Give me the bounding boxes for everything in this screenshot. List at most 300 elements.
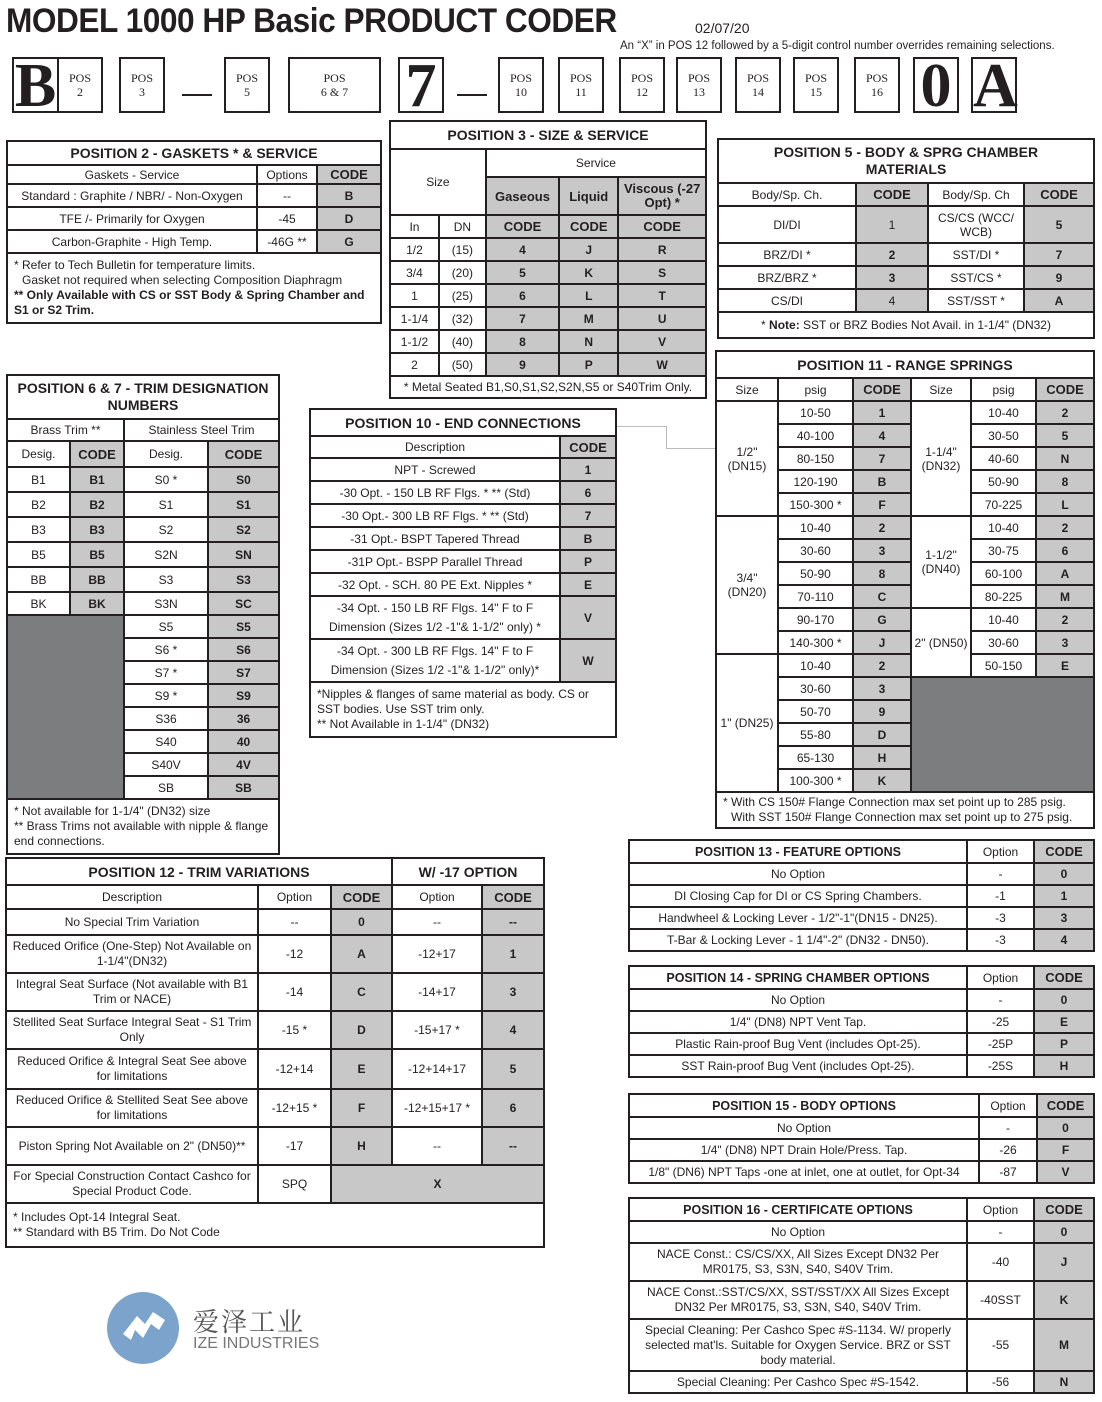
- code: 6: [560, 481, 616, 504]
- size-dn: (40): [439, 330, 486, 353]
- size-group: 3/4" (DN20): [716, 516, 778, 654]
- pos2-table: [6, 140, 382, 324]
- table-row[interactable]: [390, 238, 706, 261]
- pos3-col-liquid: Liquid: [559, 177, 618, 215]
- pos-number: 6 & 7: [320, 85, 349, 99]
- pos15-header-option: Option: [979, 1094, 1037, 1117]
- size-dn: (15): [439, 238, 486, 261]
- code: 6: [486, 284, 559, 307]
- code: 3: [853, 677, 911, 700]
- description: Handwheel & Locking Lever - 1/2"-1"(DN15 - DN25).: [629, 907, 967, 929]
- code: S5: [208, 615, 279, 638]
- pos11-header-size: Size: [716, 378, 778, 401]
- code: C: [853, 585, 911, 608]
- description: TFE /- Primarily for Oxygen: [7, 207, 257, 230]
- code: C: [331, 973, 392, 1011]
- table-row[interactable]: [718, 266, 1094, 289]
- pos3-sub-code: CODE: [618, 215, 706, 238]
- table-row[interactable]: [390, 307, 706, 330]
- table-row[interactable]: [6, 1089, 544, 1127]
- table-row[interactable]: [6, 1165, 544, 1203]
- brass-desig: BB: [7, 567, 70, 592]
- table-row[interactable]: [629, 1243, 1094, 1281]
- table-row[interactable]: [629, 1011, 1094, 1033]
- table-row[interactable]: [310, 639, 616, 682]
- table-row[interactable]: [718, 206, 1094, 243]
- description: NPT - Screwed: [310, 458, 560, 481]
- code: F: [1037, 1139, 1094, 1161]
- code-box-pos15[interactable]: [793, 57, 839, 113]
- unavailable-block: [7, 615, 124, 799]
- description: 1/4" (DN8) NPT Drain Hole/Press. Tap.: [629, 1139, 979, 1161]
- size-group: 1-1/2" (DN40): [911, 516, 971, 608]
- table-row[interactable]: [390, 261, 706, 284]
- table-row[interactable]: [6, 1049, 544, 1089]
- sst-desig: SB: [124, 776, 208, 799]
- description: -30 Opt.- 300 LB RF Flgs. * ** (Std): [310, 504, 560, 527]
- table-row[interactable]: [629, 1281, 1094, 1319]
- sst-desig: S40V: [124, 753, 208, 776]
- table-row[interactable]: [390, 330, 706, 353]
- option: -56: [967, 1371, 1034, 1393]
- pos11-title: POSITION 11 - RANGE SPRINGS: [716, 351, 1094, 378]
- separator-dash: [457, 94, 487, 96]
- option: -1: [967, 885, 1034, 907]
- code: M: [1034, 1319, 1094, 1371]
- table-row[interactable]: [629, 1117, 1094, 1139]
- sst-desig: S2N: [124, 542, 208, 567]
- page-title: MODEL 1000 HP Basic PRODUCT CODER: [6, 2, 617, 40]
- code: J: [559, 238, 618, 261]
- option: -17: [258, 1127, 331, 1165]
- watermark-cn: 爱泽工业: [193, 1307, 306, 1337]
- footnote-line: *Nipples & flanges of same material as body. CS or SST bodies. Use SST trim only.: [317, 687, 589, 716]
- table-row[interactable]: [310, 573, 616, 596]
- code: B: [853, 470, 911, 493]
- brass-desig: B1: [7, 467, 70, 492]
- code: B: [317, 184, 381, 207]
- code: 3: [856, 266, 928, 289]
- description: Reduced Orifice & Integral Seat See above for limitations: [6, 1049, 258, 1089]
- code: 1: [856, 206, 928, 243]
- code: D: [317, 207, 381, 230]
- option: -3: [967, 907, 1034, 929]
- code-box-fixed-0: 0: [913, 57, 959, 113]
- sst-desig: S36: [124, 707, 208, 730]
- pos16-table: [628, 1197, 1095, 1394]
- description: NACE Const.: CS/CS/XX, All Sizes Except DN32 Per MR0175, S3, S3N, S40, S40V Trim.: [629, 1243, 967, 1281]
- material: SST/CS *: [928, 266, 1024, 289]
- code: K: [1034, 1281, 1094, 1319]
- pos12-footnote: [6, 1203, 544, 1247]
- override-note: An “X” in POS 12 followed by a 5-digit control number overrides remaining selections.: [620, 40, 1055, 52]
- code: F: [331, 1089, 392, 1127]
- pos-number: 13: [693, 85, 705, 99]
- code: M: [1036, 585, 1094, 608]
- pos67-header-code: CODE: [208, 441, 279, 467]
- description: Special Cleaning: Per Cashco Spec #S-1542.: [629, 1371, 967, 1393]
- pos-label: POS: [865, 71, 888, 85]
- code: 4V: [208, 753, 279, 776]
- size-dn: (32): [439, 307, 486, 330]
- pos-label: POS: [68, 71, 91, 85]
- pos3-sub-code: CODE: [486, 215, 559, 238]
- pos5-table: [717, 138, 1095, 339]
- table-row[interactable]: [716, 516, 1094, 539]
- table-row[interactable]: [7, 517, 279, 542]
- size-in: 1: [390, 284, 439, 307]
- table-row[interactable]: [7, 592, 279, 615]
- brass-desig: B2: [7, 492, 70, 517]
- code: K: [559, 261, 618, 284]
- psig: 40-100: [778, 424, 853, 447]
- code: 2: [1036, 608, 1094, 631]
- table-row[interactable]: [6, 1011, 544, 1049]
- option: -25S: [967, 1055, 1034, 1077]
- code: M: [559, 307, 618, 330]
- code: X: [331, 1165, 544, 1203]
- code: 36: [208, 707, 279, 730]
- pos10-footnote: [310, 682, 616, 737]
- psig: 10-40: [971, 516, 1036, 539]
- pos5-header-code: CODE: [856, 183, 928, 206]
- code: 9: [853, 700, 911, 723]
- pos67-table: [6, 374, 280, 855]
- pos12-header-option: Option: [258, 885, 331, 909]
- pos3-sub-in: In: [390, 215, 439, 238]
- connector-line: [666, 426, 667, 448]
- material: SST/DI *: [928, 243, 1024, 266]
- table-row[interactable]: [7, 184, 381, 207]
- note-label: Note:: [769, 318, 800, 332]
- table-row[interactable]: [6, 973, 544, 1011]
- code: F: [853, 493, 911, 516]
- size-in: 3/4: [390, 261, 439, 284]
- code: L: [559, 284, 618, 307]
- description: T-Bar & Locking Lever - 1 1/4"-2" (DN32 - DN50).: [629, 929, 967, 951]
- table-row[interactable]: [7, 230, 381, 253]
- code-box-pos13[interactable]: [676, 57, 722, 113]
- code-box-pos3[interactable]: [119, 57, 165, 113]
- pos67-header-code: CODE: [70, 441, 124, 467]
- pos-number: 15: [810, 85, 822, 99]
- table-row[interactable]: [310, 596, 616, 639]
- psig: 30-60: [971, 631, 1036, 654]
- footnote-line: ** Only Available with CS or SST Body & Spring Chamber and S1 or S2 Trim.: [14, 288, 365, 317]
- size-dn: (25): [439, 284, 486, 307]
- table-row[interactable]: [6, 909, 544, 935]
- code-box-pos10[interactable]: [498, 57, 544, 113]
- description: SST Rain-proof Bug Vent (includes Opt-25).: [629, 1055, 967, 1077]
- code: 5: [1036, 424, 1094, 447]
- description: No Option: [629, 1117, 979, 1139]
- table-row[interactable]: [7, 567, 279, 592]
- description: Stellited Seat Surface Integral Seat - S1 Trim Only: [6, 1011, 258, 1049]
- ize-logo-icon: [105, 1290, 185, 1366]
- table-row[interactable]: [716, 401, 1094, 424]
- table-row[interactable]: [310, 458, 616, 481]
- table-row[interactable]: [6, 1127, 544, 1165]
- code: 2: [853, 654, 911, 677]
- pos3-table: [389, 120, 707, 399]
- psig: 70-110: [778, 585, 853, 608]
- pos3-sub-code: CODE: [559, 215, 618, 238]
- option: --: [392, 1127, 482, 1165]
- code: W: [618, 353, 706, 376]
- pos67-title: POSITION 6 & 7 - TRIM DESIGNATION NUMBERS: [7, 375, 279, 419]
- table-row[interactable]: [310, 504, 616, 527]
- brass-desig: B5: [7, 542, 70, 567]
- pos67-sst-label: Stainless Steel Trim: [124, 419, 279, 441]
- code: 3: [1034, 907, 1094, 929]
- footnote-line: * Refer to Tech Bulletin for temperature limits.: [14, 258, 256, 272]
- code: B: [560, 527, 616, 550]
- code: 3: [1036, 631, 1094, 654]
- code: U: [618, 307, 706, 330]
- pos5-title: POSITION 5 - BODY & SPRG CHAMBER MATERIALS: [718, 139, 1094, 183]
- table-row[interactable]: [629, 929, 1094, 951]
- description: -32 Opt. - SCH. 80 PE Ext. Nipples *: [310, 573, 560, 596]
- psig: 30-60: [778, 539, 853, 562]
- table-row[interactable]: [718, 243, 1094, 266]
- code: 2: [1036, 401, 1094, 424]
- psig: 80-225: [971, 585, 1036, 608]
- pos12-w17-title: W/ -17 OPTION: [392, 858, 544, 885]
- code: E: [1036, 654, 1094, 677]
- psig: 50-150: [971, 654, 1036, 677]
- pos3-sub-dn: DN: [439, 215, 486, 238]
- code: 1: [853, 401, 911, 424]
- psig: 10-50: [778, 401, 853, 424]
- material: CS/DI: [718, 289, 856, 312]
- table-row[interactable]: [629, 1221, 1094, 1243]
- sst-desig: S2: [124, 517, 208, 542]
- psig: 50-90: [971, 470, 1036, 493]
- option: --: [257, 184, 317, 207]
- material: CS/CS (WCC/ WCB): [928, 206, 1024, 243]
- code-box-pos14[interactable]: [735, 57, 781, 113]
- pos-label: POS: [569, 71, 592, 85]
- code: J: [853, 631, 911, 654]
- psig: 10-40: [778, 516, 853, 539]
- psig: 90-170: [778, 608, 853, 631]
- code: 5: [486, 261, 559, 284]
- pos3-title: POSITION 3 - SIZE & SERVICE: [390, 121, 706, 149]
- pos14-table: [628, 965, 1095, 1078]
- code: 3: [482, 973, 544, 1011]
- pos10-table: [309, 408, 617, 738]
- code: 4: [853, 424, 911, 447]
- pos-number: 2: [77, 85, 83, 99]
- option: -: [979, 1117, 1037, 1139]
- table-row[interactable]: [629, 1139, 1094, 1161]
- option: -45: [257, 207, 317, 230]
- table-row[interactable]: [7, 467, 279, 492]
- code-box-pos2[interactable]: [57, 57, 103, 113]
- code: SN: [208, 542, 279, 567]
- size-group: 1/2" (DN15): [716, 401, 778, 516]
- table-row[interactable]: [7, 492, 279, 517]
- description: Plastic Rain-proof Bug Vent (includes Opt-25).: [629, 1033, 967, 1055]
- option: -12: [258, 935, 331, 973]
- table-row[interactable]: [629, 907, 1094, 929]
- watermark-en: IZE INDUSTRIES: [193, 1335, 320, 1352]
- description: -31 Opt.- BSPT Tapered Thread: [310, 527, 560, 550]
- psig: 65-130: [778, 746, 853, 769]
- connector-line: [617, 426, 667, 427]
- code-box-pos16[interactable]: [854, 57, 900, 113]
- table-row[interactable]: [7, 207, 381, 230]
- code: B3: [70, 517, 124, 542]
- table-row[interactable]: [310, 550, 616, 573]
- table-row[interactable]: [629, 1033, 1094, 1055]
- code: N: [1036, 447, 1094, 470]
- connector-line: [666, 448, 716, 449]
- sst-desig: S3: [124, 567, 208, 592]
- table-row[interactable]: [310, 527, 616, 550]
- pos11-header-code: CODE: [1036, 378, 1094, 401]
- code: 8: [1036, 470, 1094, 493]
- pos10-header-description: Description: [310, 436, 560, 458]
- size-in: 1/2: [390, 238, 439, 261]
- pos11-footnote: [716, 792, 1094, 828]
- pos3-service-label: Service: [486, 149, 706, 177]
- code: P: [1034, 1033, 1094, 1055]
- pos67-footnote: [7, 799, 279, 854]
- table-row[interactable]: [629, 1055, 1094, 1077]
- code: E: [1034, 1011, 1094, 1033]
- pos16-header-code: CODE: [1034, 1198, 1094, 1221]
- code: H: [331, 1127, 392, 1165]
- table-row[interactable]: [629, 989, 1094, 1011]
- psig: 120-190: [778, 470, 853, 493]
- psig: 30-75: [971, 539, 1036, 562]
- separator-dash: [182, 94, 212, 96]
- table-row[interactable]: [310, 481, 616, 504]
- code-box-pos11[interactable]: [558, 57, 604, 113]
- pos11-header-psig: psig: [778, 378, 853, 401]
- table-row[interactable]: [629, 1371, 1094, 1393]
- code: G: [317, 230, 381, 253]
- code-box-pos5[interactable]: [224, 57, 270, 113]
- psig: 10-40: [971, 401, 1036, 424]
- pos-label: POS: [746, 71, 769, 85]
- code: T: [618, 284, 706, 307]
- code-box-pos6-7[interactable]: [288, 57, 381, 113]
- pos11-table: [715, 350, 1095, 829]
- psig: 55-80: [778, 723, 853, 746]
- table-row[interactable]: [390, 284, 706, 307]
- code: 7: [486, 307, 559, 330]
- table-row[interactable]: [6, 935, 544, 973]
- pos10-header-code: CODE: [560, 436, 616, 458]
- code: S: [618, 261, 706, 284]
- code: W: [560, 639, 616, 682]
- footnote-line: * Includes Opt-14 Integral Seat.: [13, 1210, 181, 1224]
- table-row[interactable]: [716, 654, 1094, 677]
- footnote-line: * With CS 150# Flange Connection max set point up to 285 psig.: [723, 795, 1066, 809]
- table-row[interactable]: [390, 353, 706, 376]
- pos67-brass-label: Brass Trim **: [7, 419, 124, 441]
- footnote-line: ** Brass Trims not available with nipple & flange end connections.: [14, 819, 269, 848]
- note-text: SST or BRZ Bodies Not Avail. in 1-1/4" (DN32): [799, 318, 1051, 332]
- code: H: [853, 746, 911, 769]
- material: BRZ/DI *: [718, 243, 856, 266]
- option: -12+14+17: [392, 1049, 482, 1089]
- table-row[interactable]: [718, 289, 1094, 312]
- footnote-line: ** Standard with B5 Trim. Do Not Code: [13, 1225, 220, 1239]
- pos12-title: POSITION 12 - TRIM VARIATIONS: [6, 858, 392, 885]
- psig: 30-50: [971, 424, 1036, 447]
- code: --: [482, 1127, 544, 1165]
- description: -34 Opt. - 150 LB RF Flgs. 14" F to F Dimension (Sizes 1/2 -1"& 1-1/2" only) *: [310, 596, 560, 639]
- description: -31P Opt.- BSPP Parallel Thread: [310, 550, 560, 573]
- size-dn: (50): [439, 353, 486, 376]
- description: Standard : Graphite / NBR/ - Non-Oxygen: [7, 184, 257, 207]
- code: S3: [208, 567, 279, 592]
- pos11-header-psig: psig: [971, 378, 1036, 401]
- option: -: [967, 1221, 1034, 1243]
- code: 2: [856, 243, 928, 266]
- psig: 80-150: [778, 447, 853, 470]
- description: 1/8" (DN6) NPT Taps -one at inlet, one at outlet, for Opt-34: [629, 1161, 979, 1183]
- size-in: 2: [390, 353, 439, 376]
- table-row[interactable]: [629, 885, 1094, 907]
- pos16-header-option: Option: [967, 1198, 1034, 1221]
- option: -26: [979, 1139, 1037, 1161]
- pos13-header-code: CODE: [1034, 840, 1094, 863]
- code: B1: [70, 467, 124, 492]
- pos-label: POS: [804, 71, 827, 85]
- table-row[interactable]: [629, 1319, 1094, 1371]
- description: No Option: [629, 1221, 967, 1243]
- code-box-pos12[interactable]: [619, 57, 665, 113]
- code: 9: [486, 353, 559, 376]
- pos5-header-body: Body/Sp. Ch.: [718, 183, 856, 206]
- code: B5: [70, 542, 124, 567]
- option: -14+17: [392, 973, 482, 1011]
- description: No Option: [629, 989, 967, 1011]
- code: SB: [208, 776, 279, 799]
- table-row[interactable]: [629, 1161, 1094, 1183]
- code: N: [1034, 1371, 1094, 1393]
- size-group: 1" (DN25): [716, 654, 778, 792]
- size-group: 2" (DN50): [911, 608, 971, 677]
- pos16-title: POSITION 16 - CERTIFICATE OPTIONS: [629, 1198, 967, 1221]
- code: 6: [482, 1089, 544, 1127]
- code: 9: [1024, 266, 1094, 289]
- pos14-header-option: Option: [967, 966, 1034, 989]
- code: 2: [853, 516, 911, 539]
- footnote-line: * Not available for 1-1/4" (DN32) size: [14, 804, 211, 818]
- description: DI Closing Cap for DI or CS Spring Chambers.: [629, 885, 967, 907]
- pos10-title: POSITION 10 - END CONNECTIONS: [310, 409, 616, 436]
- option: -12+15+17 *: [392, 1089, 482, 1127]
- table-row[interactable]: [629, 863, 1094, 885]
- pos-label: POS: [509, 71, 532, 85]
- option: SPQ: [258, 1165, 331, 1203]
- code: 4: [856, 289, 928, 312]
- table-row[interactable]: [7, 615, 279, 638]
- pos-number: 12: [636, 85, 648, 99]
- code-box-fixed-7: 7: [398, 57, 444, 113]
- pos12-header-option: Option: [392, 885, 482, 909]
- pos2-footnote: [7, 253, 381, 323]
- footnote-line: With SST 150# Flange Connection max set point up to 275 psig.: [731, 810, 1073, 824]
- code: 1: [560, 458, 616, 481]
- footnote-line: ** Not Available in 1-1/4" (DN32): [317, 717, 490, 731]
- table-row[interactable]: [7, 542, 279, 567]
